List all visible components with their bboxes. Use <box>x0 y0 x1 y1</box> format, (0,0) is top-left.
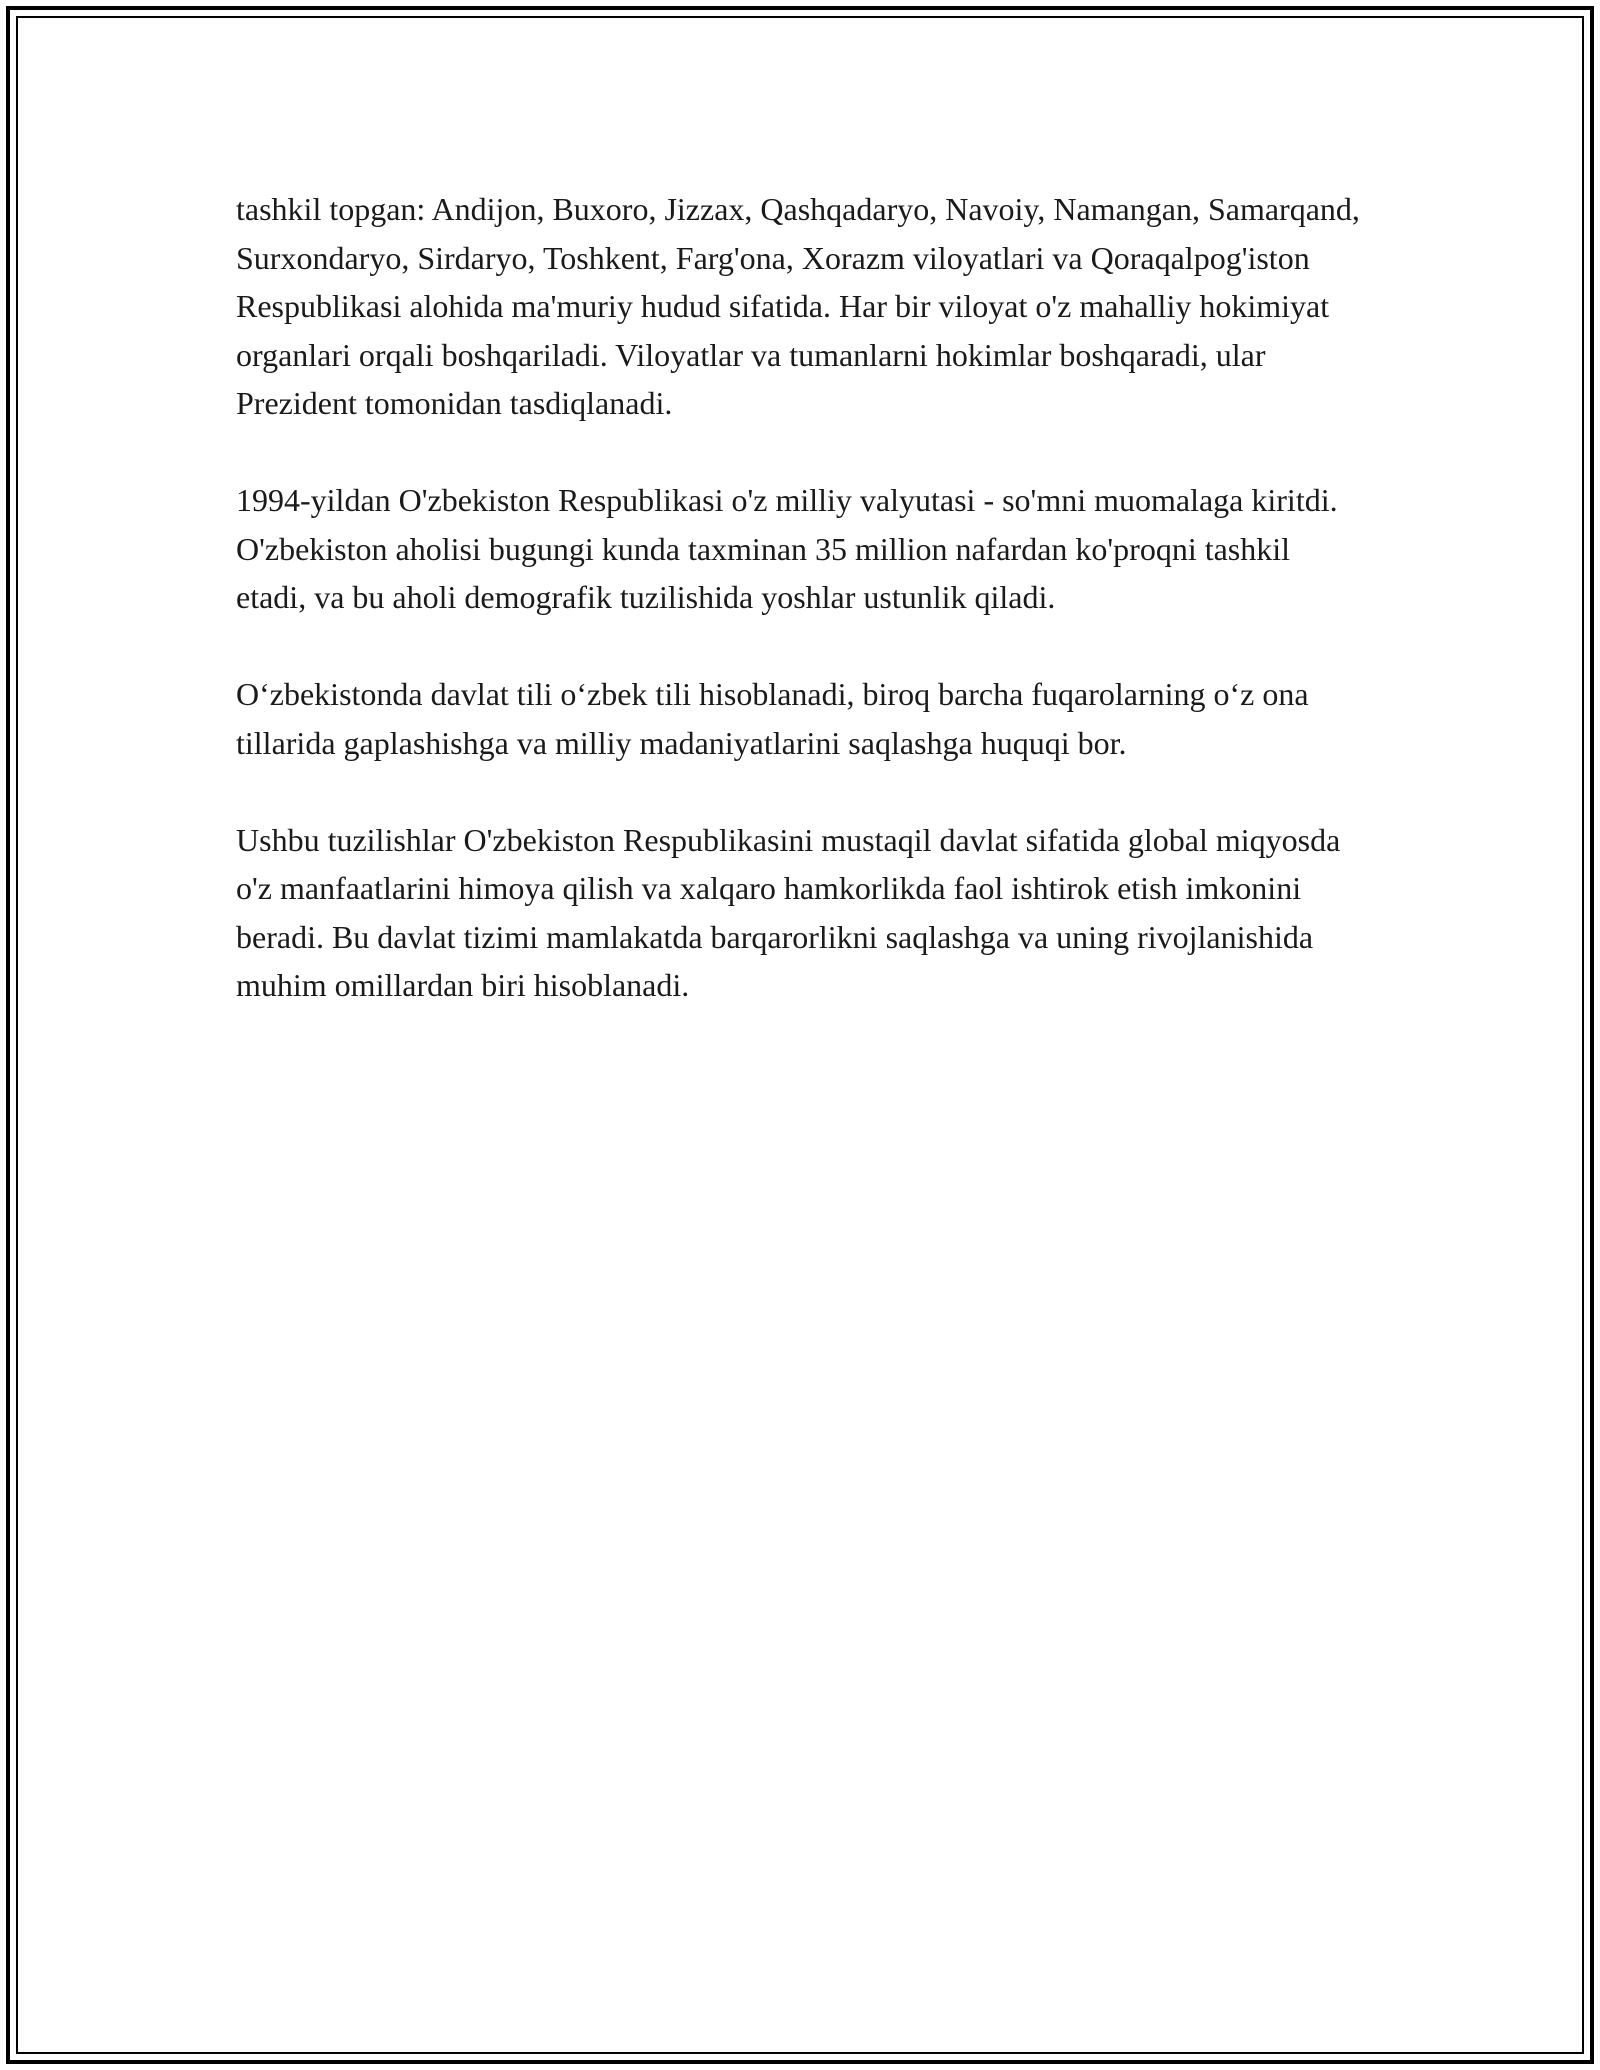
document-body <box>236 185 1366 1058</box>
paragraph-regions: tashkil topgan: Andijon, Buxoro, Jizzax, Qashqadaryo, Navoiy, Namangan, Samarqand, Surxondaryo, Sirdaryo, Toshkent, Farg'ona, Xorazm viloyatlari va Qoraqalpog'iston Respublikasi alohida ma'muriy hudud sifatida. Har bir viloyat o'z mahalliy hokimiyat organlari orqali boshqariladi. Viloyatlar va tumanlarni hokimlar boshqaradi, ular Prezident tomonidan tasdiqlanadi. <box>236 191 1360 421</box>
paragraph-currency-population: 1994-yildan O'zbekiston Respublikasi o'z milliy valyutasi - so'mni muomalaga kiritdi. O'zbekiston aholisi bugungi kunda taxminan 35 million nafardan ko'proqni tashkil etadi, va bu aholi demografik tuzilishida yoshlar ustunlik qiladi. <box>236 482 1338 615</box>
paragraph-state-language: O‘zbekistonda davlat tili o‘zbek tili hisoblanadi, biroq barcha fuqarolarning o‘z ona tillarida gaplashishga va milliy madaniyatlarini saqlashga huquqi bor. <box>236 676 1309 761</box>
paragraph-conclusion: Ushbu tuzilishlar O'zbekiston Respublikasini mustaqil davlat sifatida global miqyosda o'z manfaatlarini himoya qilish va xalqaro hamkorlikda faol ishtirok etish imkonini beradi. Bu davlat tizimi mamlakatda barqarorlikni saqlashga va uning rivojlanishida muhim omillardan biri hisoblanadi. <box>236 821 1341 1003</box>
